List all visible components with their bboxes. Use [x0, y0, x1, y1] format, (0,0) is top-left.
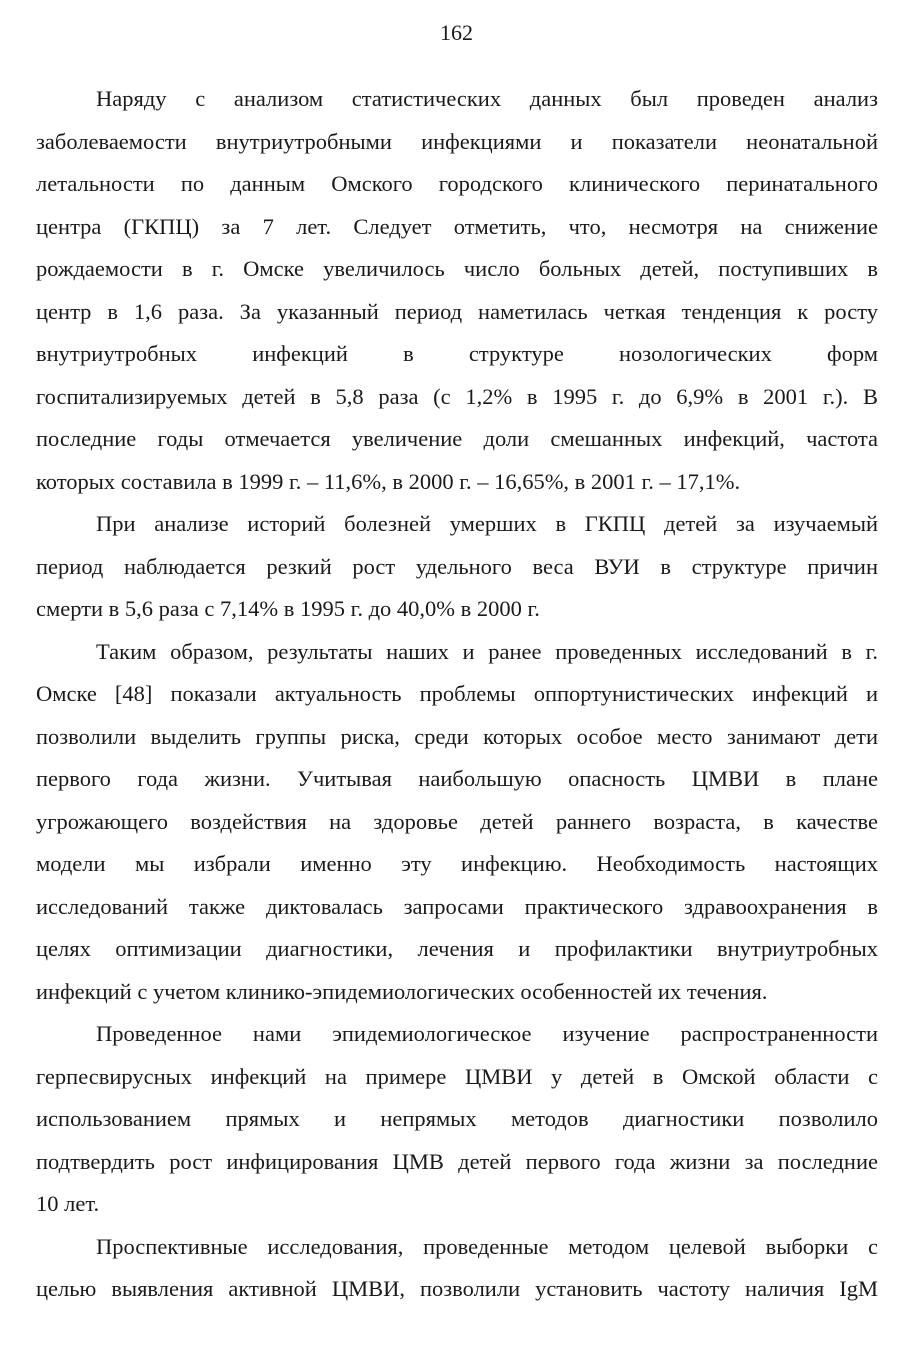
text-line: целью выявления активной ЦМВИ, позволили установить частоту наличия IgM — [36, 1276, 878, 1301]
text-line: рождаемости в г. Омске увеличилось число больных детей, поступивших в — [36, 256, 878, 281]
text-line: Таким образом, результаты наших и ранее проведенных исследований в г. — [96, 638, 878, 664]
text-line: внутриутробных инфекций в структуре нозологических форм — [36, 341, 878, 366]
paragraph-4 — [36, 1013, 878, 1226]
text-line: 10 лет. — [36, 1191, 100, 1216]
text-line: заболеваемости внутриутробными инфекциями и показатели неонатальной — [36, 128, 878, 154]
text-line: Проведенное нами эпидемиологическое изучение распространенности — [96, 1021, 878, 1046]
text-line: угрожающего воздействия на здоровье детей раннего возраста, в качестве — [36, 808, 878, 834]
paragraph-1 — [36, 78, 878, 503]
text-line: которых составила в 1999 г. – 11,6%, в 2000 г. – 16,65%, в 2001 г. – 17,1%. — [36, 468, 741, 494]
page-number: 162 — [440, 20, 473, 45]
text-line: центр в 1,6 раза. За указанный период наметилась четкая тенденция к росту — [36, 298, 878, 324]
text-line: позволили выделить группы риска, среди которых особое место занимают дети — [36, 723, 878, 749]
text-line: исследований также диктовалась запросами практического здравоохранения в — [36, 893, 878, 919]
text-line: Наряду с анализом статистических данных был проведен анализ — [96, 86, 878, 111]
text-line: использованием прямых и непрямых методов диагностики позволило — [36, 1106, 878, 1131]
text-line: инфекций с учетом клинико-эпидемиологических особенностей их течения. — [36, 978, 768, 1004]
text-line: центра (ГКПЦ) за 7 лет. Следует отметить, что, несмотря на снижение — [36, 213, 878, 239]
text-line: Проспективные исследования, проведенные методом целевой выборки с — [96, 1233, 878, 1259]
body-text — [36, 78, 878, 1311]
text-line: смерти в 5,6 раза с 7,14% в 1995 г. до 40,0% в 2000 г. — [36, 596, 540, 621]
text-line: Омске [48] показали актуальность проблемы оппортунистических инфекций и — [36, 681, 878, 706]
paragraph-3 — [36, 631, 878, 1014]
text-line: летальности по данным Омского городского клинического перинатального — [36, 171, 878, 196]
text-line: модели мы избрали именно эту инфекцию. Необходимость настоящих — [36, 851, 878, 876]
paragraph-5 — [36, 1226, 878, 1311]
text-line: целях оптимизации диагностики, лечения и профилактики внутриутробных — [36, 936, 878, 961]
text-line: При анализе историй болезней умерших в ГКПЦ детей за изучаемый — [96, 511, 878, 536]
text-line: период наблюдается резкий рост удельного веса ВУИ в структуре причин — [36, 553, 878, 579]
text-line: подтвердить рост инфицирования ЦМВ детей первого года жизни за последние — [36, 1148, 878, 1174]
text-line: госпитализируемых детей в 5,8 раза (с 1,2% в 1995 г. до 6,9% в 2001 г.). В — [36, 383, 878, 409]
text-line: герпесвирусных инфекций на примере ЦМВИ у детей в Омской области с — [36, 1063, 878, 1089]
paragraph-2 — [36, 503, 878, 631]
text-line: последние годы отмечается увеличение доли смешанных инфекций, частота — [36, 426, 878, 451]
text-line: первого года жизни. Учитывая наибольшую опасность ЦМВИ в плане — [36, 766, 878, 791]
